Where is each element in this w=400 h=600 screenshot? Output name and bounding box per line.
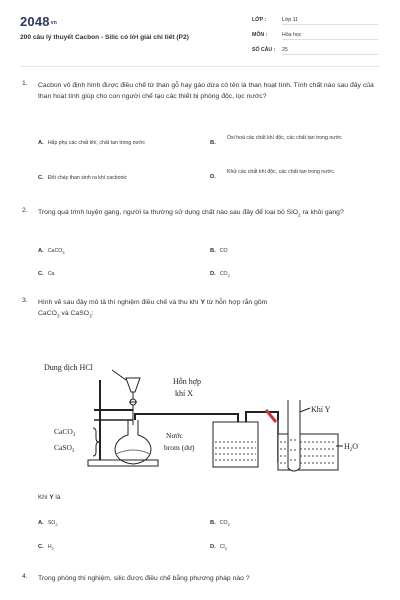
option-text: CaCO [47, 248, 63, 254]
experiment-figure [38, 350, 378, 480]
meta-subject [252, 32, 378, 38]
option-d[interactable]: D. $Cl_2$ [210, 544, 227, 552]
option-label: D. [210, 174, 216, 180]
label-hcl: Dung dịch HCl [44, 363, 93, 372]
option-d[interactable]: D. $CO_2$ [210, 271, 230, 279]
question-text: Trong quá trình luyện gang, người ta thường sử dụng chất nào sau đây để loại bỏ SiO$_2$ ra khỏi gang? [38, 209, 344, 219]
option-c[interactable] [38, 270, 54, 279]
meta-value: 25 [282, 47, 288, 53]
question-number: 2. [22, 207, 28, 214]
option-b[interactable]: B. $CO_2$ [210, 520, 230, 528]
option-label: B. [210, 248, 216, 254]
option-label: B. [210, 520, 216, 526]
option-label: D. [210, 544, 216, 550]
option-c[interactable]: C. $H_2$ [38, 544, 54, 552]
option-label: D. [210, 271, 216, 277]
label-khi-y: Khí Y [311, 405, 331, 414]
logo-suffix: vn [50, 19, 57, 26]
meta-key: MÔN : [252, 32, 268, 38]
option-label: A. [38, 140, 44, 146]
option-text: H [47, 544, 52, 550]
meta-key: SỐ CÂU : [252, 47, 276, 53]
label-caso3: CaSO$_3$ [54, 443, 75, 454]
question-number: 1. [22, 80, 28, 87]
option-text: CO [219, 520, 228, 526]
option-c[interactable] [38, 174, 208, 183]
option-label: B. [210, 140, 216, 146]
meta-class [252, 17, 378, 23]
option-text: CO [219, 248, 228, 254]
option-label: C. [38, 544, 44, 550]
option-a[interactable] [38, 139, 208, 148]
option-text: Đốt cháy than sinh ra khí cacbonic [47, 175, 128, 181]
meta-key: LỚP : [252, 17, 267, 23]
reaction-flask [115, 420, 151, 464]
option-text: Hấp phụ các chất khí, chất tan trong nước [47, 140, 145, 146]
option-a[interactable]: A. $SO_2$ [38, 520, 58, 528]
question-number: 4. [22, 573, 28, 580]
option-b[interactable] [210, 247, 228, 256]
header-divider [20, 66, 380, 67]
question-text: Cacbon vô định hình được điều chế từ than gỗ hay gáo dừa có tên là than hoạt tính. Tính chất nào sau đây của than hoạt tính giúp cho con người chế tạo các thiết bị phòng độc, lọc nước? [38, 82, 374, 100]
question-number: 3. [22, 297, 28, 304]
document-title: 200 câu lý thuyết Cacbon - Silic có lời giải chi tiết (P2) [20, 34, 189, 41]
option-d[interactable] [210, 168, 375, 180]
meta-value: Hóa học [282, 32, 302, 38]
option-b[interactable] [210, 134, 375, 146]
option-text: CO [219, 271, 228, 277]
logo-text: 2048 [20, 14, 50, 29]
option-label: A. [38, 248, 44, 254]
question-text: Hình vẽ sau đây mô tả thí nghiệm điều chế và thu khí Y từ hỗn hợp rắn gồm CaCO$_3$ và CaSO$_3$: [38, 299, 268, 320]
option-text: Oxi hoá các chất khí độc, các chất tan trong nước [227, 135, 342, 141]
label-caco3: CaCO$_3$ [54, 427, 76, 438]
question-text: Trong phòng thí nghiệm, silic được điều chế bằng phương pháp nào ? [38, 575, 250, 582]
dropping-funnel [126, 378, 140, 392]
water-trough [278, 434, 338, 470]
meta-count [252, 47, 378, 53]
label-khi-x: khí X [175, 389, 193, 398]
option-text: Khử các chất khí độc, các chất tan trong nước. [227, 169, 336, 175]
label-brom: brom (dư) [164, 443, 195, 452]
label-nuoc: Nước [166, 431, 183, 440]
option-label: A. [38, 520, 44, 526]
option-a[interactable]: A. CaCO$_3$ [38, 248, 65, 256]
option-text: SO [47, 520, 56, 526]
label-hon-hop: Hỗn hợp [173, 377, 202, 386]
option-label: C. [38, 175, 44, 181]
question-followup: Khí Y là [38, 494, 61, 501]
option-label: C. [38, 271, 44, 277]
site-logo[interactable] [20, 14, 57, 29]
meta-value: Lớp 11 [282, 17, 298, 23]
option-text: Cl [219, 544, 225, 550]
label-h2o: $H_2O$ [344, 442, 359, 453]
option-text: Ca [47, 271, 55, 277]
